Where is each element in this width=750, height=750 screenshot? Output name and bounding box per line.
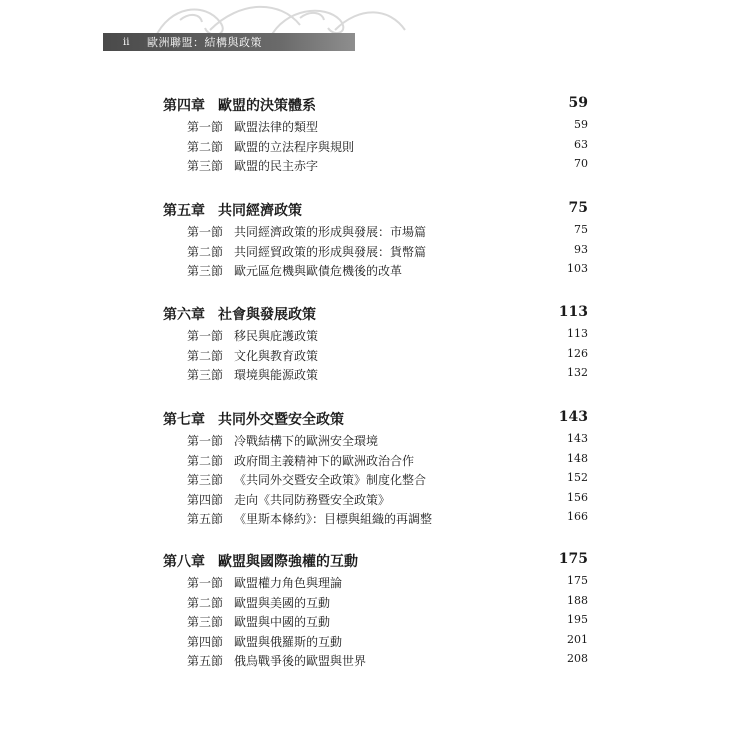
chapter-page: 143 <box>558 409 588 425</box>
chapter-heading <box>163 409 588 427</box>
chapter-title: 共同經濟政策 <box>218 203 302 219</box>
toc-section-entry <box>187 366 588 382</box>
section-title: 歐盟權力角色與理論 <box>234 576 343 590</box>
chapter-number: 第六章 <box>163 307 205 323</box>
toc-section-entry <box>187 118 588 134</box>
section-number: 第三節 <box>187 473 224 487</box>
toc-section-entry <box>187 138 588 154</box>
section-number: 第五節 <box>187 654 224 668</box>
chapter-number: 第五章 <box>163 203 205 219</box>
section-number: 第四節 <box>187 492 224 507</box>
header-page-number: ii <box>123 36 130 48</box>
chapter-heading <box>163 304 588 322</box>
section-number: 第二節 <box>187 595 224 610</box>
section-title: 歐盟與中國的互動 <box>234 615 331 629</box>
section-number: 第二節 <box>187 348 224 363</box>
section-title: 文化與教育政策 <box>234 348 319 363</box>
section-title: 《共同外交暨安全政策》制度化整合 <box>234 473 427 487</box>
toc-section-entry <box>187 452 588 468</box>
section-title: 歐盟的民主赤字 <box>234 159 319 173</box>
section-number: 第二節 <box>187 244 224 259</box>
section-number: 第一節 <box>187 329 224 343</box>
section-page: 208 <box>567 652 588 665</box>
chapter-title: 共同外交暨安全政策 <box>218 412 344 428</box>
section-page: 152 <box>567 471 588 484</box>
chapter-page: 113 <box>558 304 588 320</box>
section-title: 歐盟與俄羅斯的互動 <box>234 634 343 649</box>
toc-section-entry <box>187 157 588 173</box>
toc-section-entry <box>187 594 588 610</box>
toc-section-entry <box>187 633 588 649</box>
section-title: 歐盟與美國的互動 <box>234 595 331 610</box>
chapter-title: 歐盟與國際強權的互動 <box>218 554 358 570</box>
section-title: 歐元區危機與歐債危機後的改革 <box>234 264 403 278</box>
section-page: 59 <box>574 118 588 131</box>
section-page: 201 <box>567 632 588 646</box>
section-page: 148 <box>567 451 588 465</box>
running-header <box>103 33 355 51</box>
chapter-page: 59 <box>568 95 588 111</box>
section-title: 共同經濟政策的形成與發展：市場篇 <box>234 225 427 239</box>
chapter-heading <box>163 95 588 113</box>
chapter-heading <box>163 200 588 218</box>
section-number: 第五節 <box>187 512 224 526</box>
section-page: 195 <box>567 613 588 626</box>
toc-section-entry <box>187 491 588 507</box>
section-title: 走向《共同防務暨安全政策》 <box>234 492 391 507</box>
section-number: 第三節 <box>187 368 224 382</box>
section-number: 第二節 <box>187 139 224 154</box>
toc-section-entry <box>187 613 588 629</box>
section-number: 第一節 <box>187 120 224 134</box>
section-number: 第三節 <box>187 615 224 629</box>
section-title: 歐盟法律的類型 <box>234 120 319 134</box>
section-page: 188 <box>567 593 588 607</box>
section-page: 132 <box>567 366 588 379</box>
header-book-title: 歐洲聯盟：結構與政策 <box>147 36 262 49</box>
section-page: 93 <box>574 242 588 256</box>
chapter-heading <box>163 551 588 569</box>
section-title: 環境與能源政策 <box>234 368 319 382</box>
chapter-page: 75 <box>568 200 588 216</box>
toc-section-entry <box>187 262 588 278</box>
toc-section-entry <box>187 574 588 590</box>
section-title: 政府間主義精神下的歐洲政治合作 <box>234 453 415 468</box>
section-page: 70 <box>574 157 588 170</box>
section-title: 歐盟的立法程序與規則 <box>234 139 355 154</box>
section-page: 166 <box>567 510 588 523</box>
section-number: 第一節 <box>187 434 224 448</box>
section-title: 《里斯本條約》：目標與組織的再調整 <box>234 512 433 526</box>
section-number: 第一節 <box>187 576 224 590</box>
section-title: 俄烏戰爭後的歐盟與世界 <box>234 654 367 668</box>
section-page: 175 <box>567 574 588 587</box>
chapter-number: 第八章 <box>163 554 205 570</box>
toc-section-entry <box>187 432 588 448</box>
section-page: 63 <box>574 137 588 151</box>
toc-section-entry <box>187 510 588 526</box>
chapter-page: 175 <box>558 551 588 567</box>
toc-section-entry <box>187 327 588 343</box>
section-number: 第二節 <box>187 453 224 468</box>
toc-section-entry <box>187 347 588 363</box>
toc-section-entry <box>187 471 588 487</box>
chapter-number: 第七章 <box>163 412 205 428</box>
section-title: 移民與庇護政策 <box>234 329 319 343</box>
section-title: 共同經貿政策的形成與發展：貨幣篇 <box>234 244 427 259</box>
section-page: 143 <box>567 432 588 445</box>
section-page: 103 <box>567 262 588 275</box>
toc-section-entry <box>187 223 588 239</box>
section-page: 113 <box>567 327 588 340</box>
section-page: 75 <box>574 223 588 236</box>
chapter-title: 歐盟的決策體系 <box>218 98 316 114</box>
section-number: 第三節 <box>187 264 224 278</box>
section-number: 第四節 <box>187 634 224 649</box>
chapter-number: 第四章 <box>163 98 205 114</box>
section-page: 156 <box>567 490 588 504</box>
section-number: 第一節 <box>187 225 224 239</box>
toc-section-entry <box>187 243 588 259</box>
section-page: 126 <box>567 346 588 360</box>
chapter-title: 社會與發展政策 <box>218 307 316 323</box>
section-number: 第三節 <box>187 159 224 173</box>
toc-section-entry <box>187 652 588 668</box>
section-title: 冷戰結構下的歐洲安全環境 <box>234 434 379 448</box>
